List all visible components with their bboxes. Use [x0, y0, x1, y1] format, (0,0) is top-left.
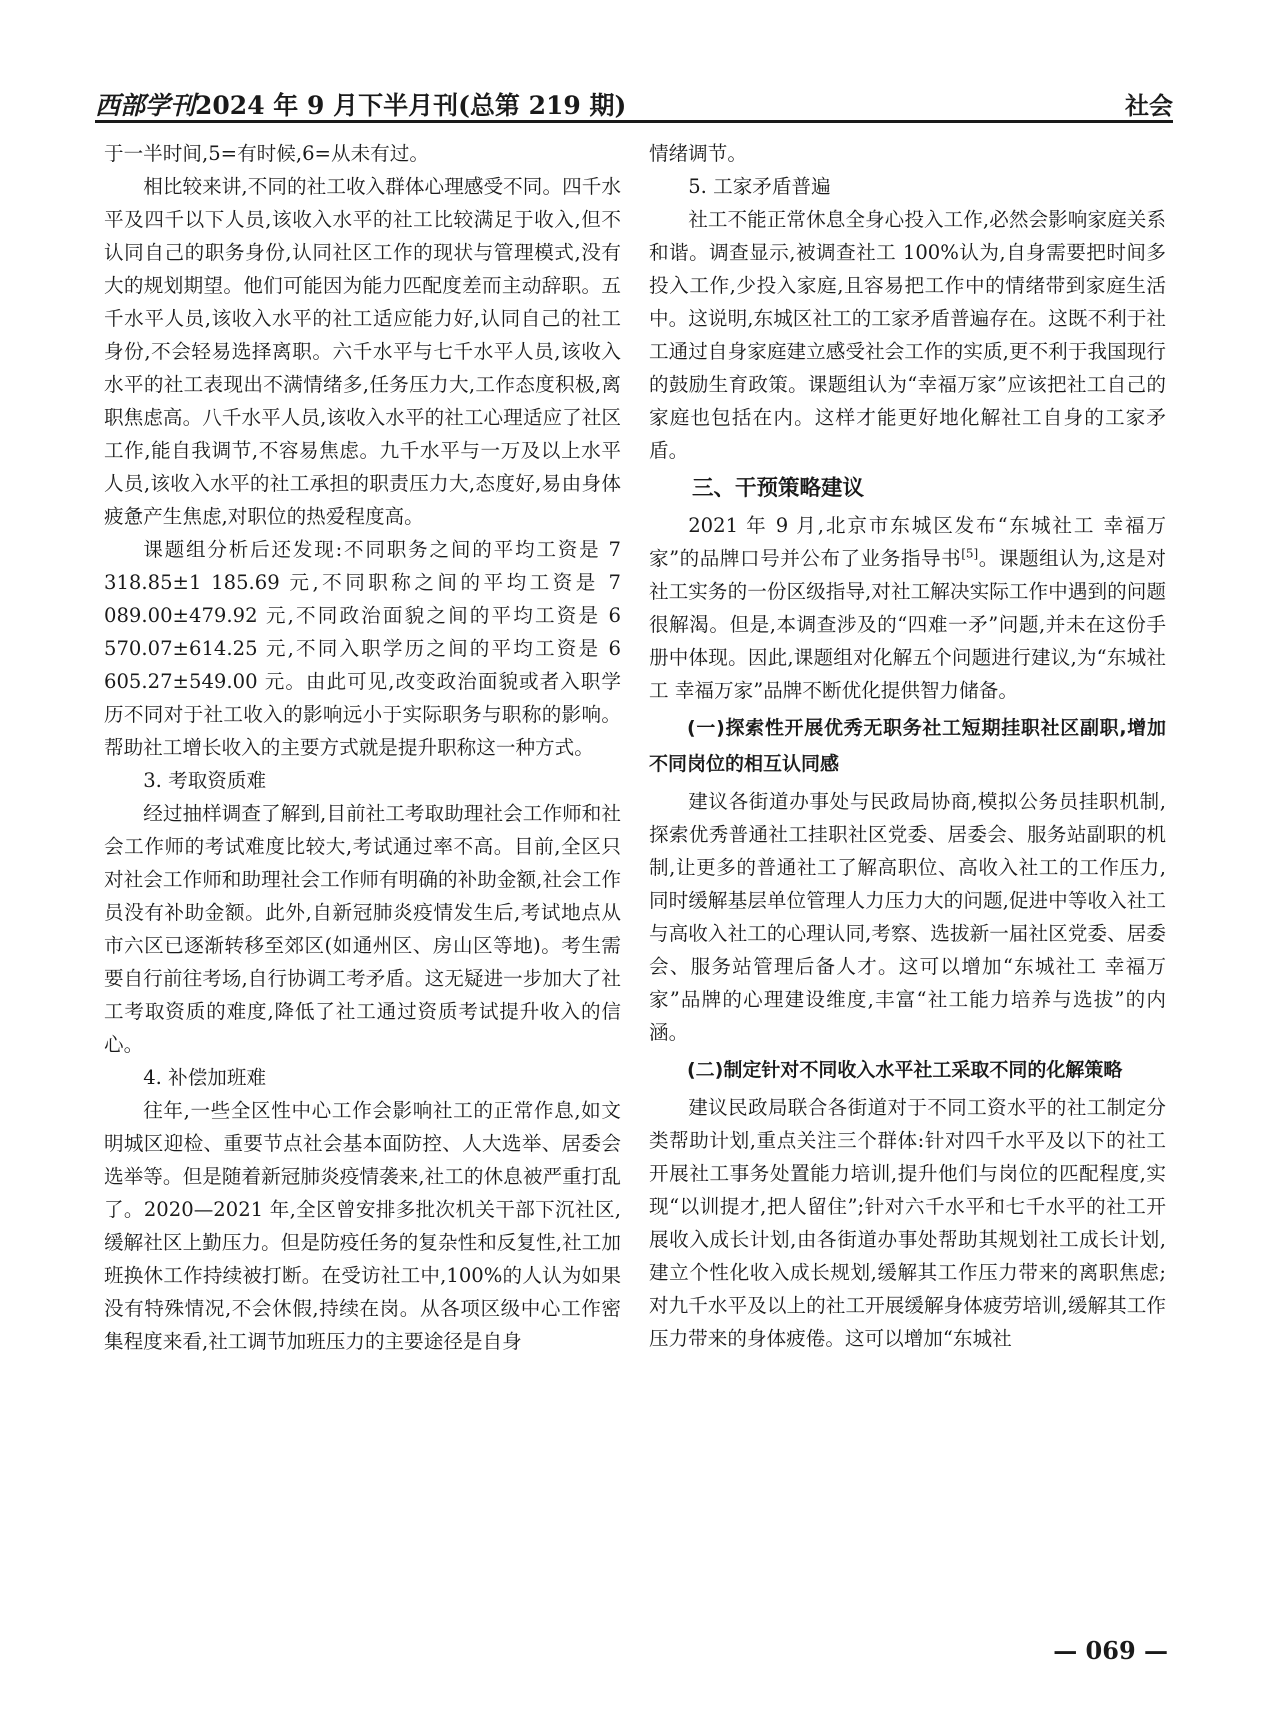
- page-header: [95, 84, 1173, 118]
- paragraph: 经过抽样调查了解到,目前社工考取助理社会工作师和社会工作师的考试难度比较大,考试通过率不高。目前,全区只对社会工作师和助理社会工作师有明确的补助金额,社会工作员没有补助金额。此外,自新冠肺炎疫情发生后,考试地点从市六区已逐渐转移至郊区(如通州区、房山区等地)。考生需要自行前往考场,自行协调工考矛盾。这无疑进一步加大了社工考取资质的难度,降低了社工通过资质考试提升收入的信心。: [104, 802, 621, 1056]
- paragraph: 往年,一些全区性中心工作会影响社工的正常作息,如文明城区迎检、重要节点社会基本面防控、人大选举、居委会选举等。但是随着新冠肺炎疫情袭来,社工的休息被严重打乱了。2020—2021 年,全区曾安排多批次机关干部下沉社区,缓解社区上勤压力。但是防疫任务的复杂性和反复性,社工加班换休工作持续被打断。在受访社工中,100%的人认为如果没有特殊情况,不会休假,持续在岗。从各项区级中心工作密集程度来看,社工调节加班压力的主要途径是自身: [104, 1099, 621, 1353]
- paragraph: [649, 509, 1166, 707]
- issue-info: 2024 年 9 月下半月刊(总第 219 期): [195, 91, 627, 120]
- paragraph: 于一半时间,5=有时候,6=从未有过。: [104, 142, 429, 165]
- journal-logo: 西部学刊: [95, 91, 196, 120]
- page-number: — 069 —: [1053, 1636, 1168, 1665]
- paragraph: 相比较来讲,不同的社工收入群体心理感受不同。四千水平及四千以下人员,该收入水平的社工比较满足于收入,但不认同自己的职务身份,认同社区工作的现状与管理模式,没有大的规划期望。他们可能因为能力匹配度差而主动辞职。五千水平人员,该收入水平的社工适应能力好,认同自己的社工身份,不会轻易选择离职。六千水平与七千水平人员,该收入水平的社工表现出不满情绪多,任务压力大,工作态度积极,离职焦虑高。八千水平人员,该收入水平的社工心理适应了社区工作,能自我调节,不容易焦虑。九千水平与一万及以上水平人员,该收入水平的社工承担的职责压力大,态度好,易由身体疲惫产生焦虑,对职位的热爱程度高。: [104, 175, 621, 528]
- left-column: [104, 137, 621, 1358]
- citation-ref: [5]: [961, 546, 979, 561]
- paragraph-text: 2021 年 9 月,北京市东城区发布“东城社工 幸福万家”的品牌口号并公布了业务指导书: [649, 514, 1166, 570]
- numbered-subheading: 5. 工家矛盾普遍: [688, 175, 831, 198]
- paragraph-text: 。课题组认为,这是对社工实务的一份区级指导,对社工解决实际工作中遇到的问题很解渴。但是,本调查涉及的“四难一矛”问题,并未在这份手册中体现。因此,课题组对化解五个问题进行建议,为“东城社工 幸福万家”品牌不断优化提供智力储备。: [649, 547, 1166, 702]
- numbered-subheading: 4. 补偿加班难: [143, 1066, 267, 1089]
- paragraph: 社工不能正常休息全身心投入工作,必然会影响家庭关系和谐。调查显示,被调查社工 100%认为,自身需要把时间多投入工作,少投入家庭,且容易把工作中的情绪带到家庭生活中。这说明,东城区社工的工家矛盾普遍存在。这既不利于社工通过自身家庭建立感受社会工作的实质,更不利于我国现行的鼓励生育政策。课题组认为“幸福万家”应该把社工自己的家庭也包括在内。这样才能更好地化解社工自身的工家矛盾。: [649, 208, 1166, 462]
- right-column: [649, 137, 1166, 1355]
- paragraph: 情绪调节。: [649, 142, 747, 165]
- paragraph: 课题组分析后还发现:不同职务之间的平均工资是 7 318.85±1 185.69 元,不同职称之间的平均工资是 7 089.00±479.92 元,不同政治面貌之间的平均工资是 6 570.07±614.25 元,不同入职学历之间的平均工资是 6 605.27±549.00 元。由此可见,改变政治面貌或者入职学历不同对于社工收入的影响远小于实际职务与职称的影响。帮助社工增长收入的主要方式就是提升职称这一种方式。: [104, 538, 621, 759]
- section-heading: 三、干预策略建议: [692, 476, 865, 501]
- section-label: 社会: [1125, 92, 1173, 120]
- subsection-heading: (一)探索性开展优秀无职务社工短期挂职社区副职,增加不同岗位的相互认同感: [649, 717, 1166, 775]
- journal-issue: [95, 86, 626, 122]
- header-rule: [95, 120, 1173, 123]
- numbered-subheading: 3. 考取资质难: [143, 769, 267, 792]
- subsection-heading: (二)制定针对不同收入水平社工采取不同的化解策略: [687, 1059, 1123, 1081]
- paragraph: 建议民政局联合各街道对于不同工资水平的社工制定分类帮助计划,重点关注三个群体:针对四千水平及以下的社工开展社工事务处置能力培训,提升他们与岗位的匹配程度,实现“以训提才,把人留住”;针对六千水平和七千水平的社工开展收入成长计划,由各街道办事处帮助其规划社工成长计划,建立个性化收入成长规划,缓解其工作压力带来的离职焦虑;对九千水平及以上的社工开展缓解身体疲劳培训,缓解其工作压力带来的身体疲倦。这可以增加“东城社: [649, 1096, 1166, 1350]
- paragraph: 建议各街道办事处与民政局协商,模拟公务员挂职机制,探索优秀普通社工挂职社区党委、居委会、服务站副职的机制,让更多的普通社工了解高职位、高收入社工的工作压力,同时缓解基层单位管理人力压力大的问题,促进中等收入社工与高收入社工的心理认同,考察、选拔新一届社区党委、居委会、服务站管理后备人才。这可以增加“东城社工 幸福万家”品牌的心理建设维度,丰富“社工能力培养与选拔”的内涵。: [649, 790, 1166, 1044]
